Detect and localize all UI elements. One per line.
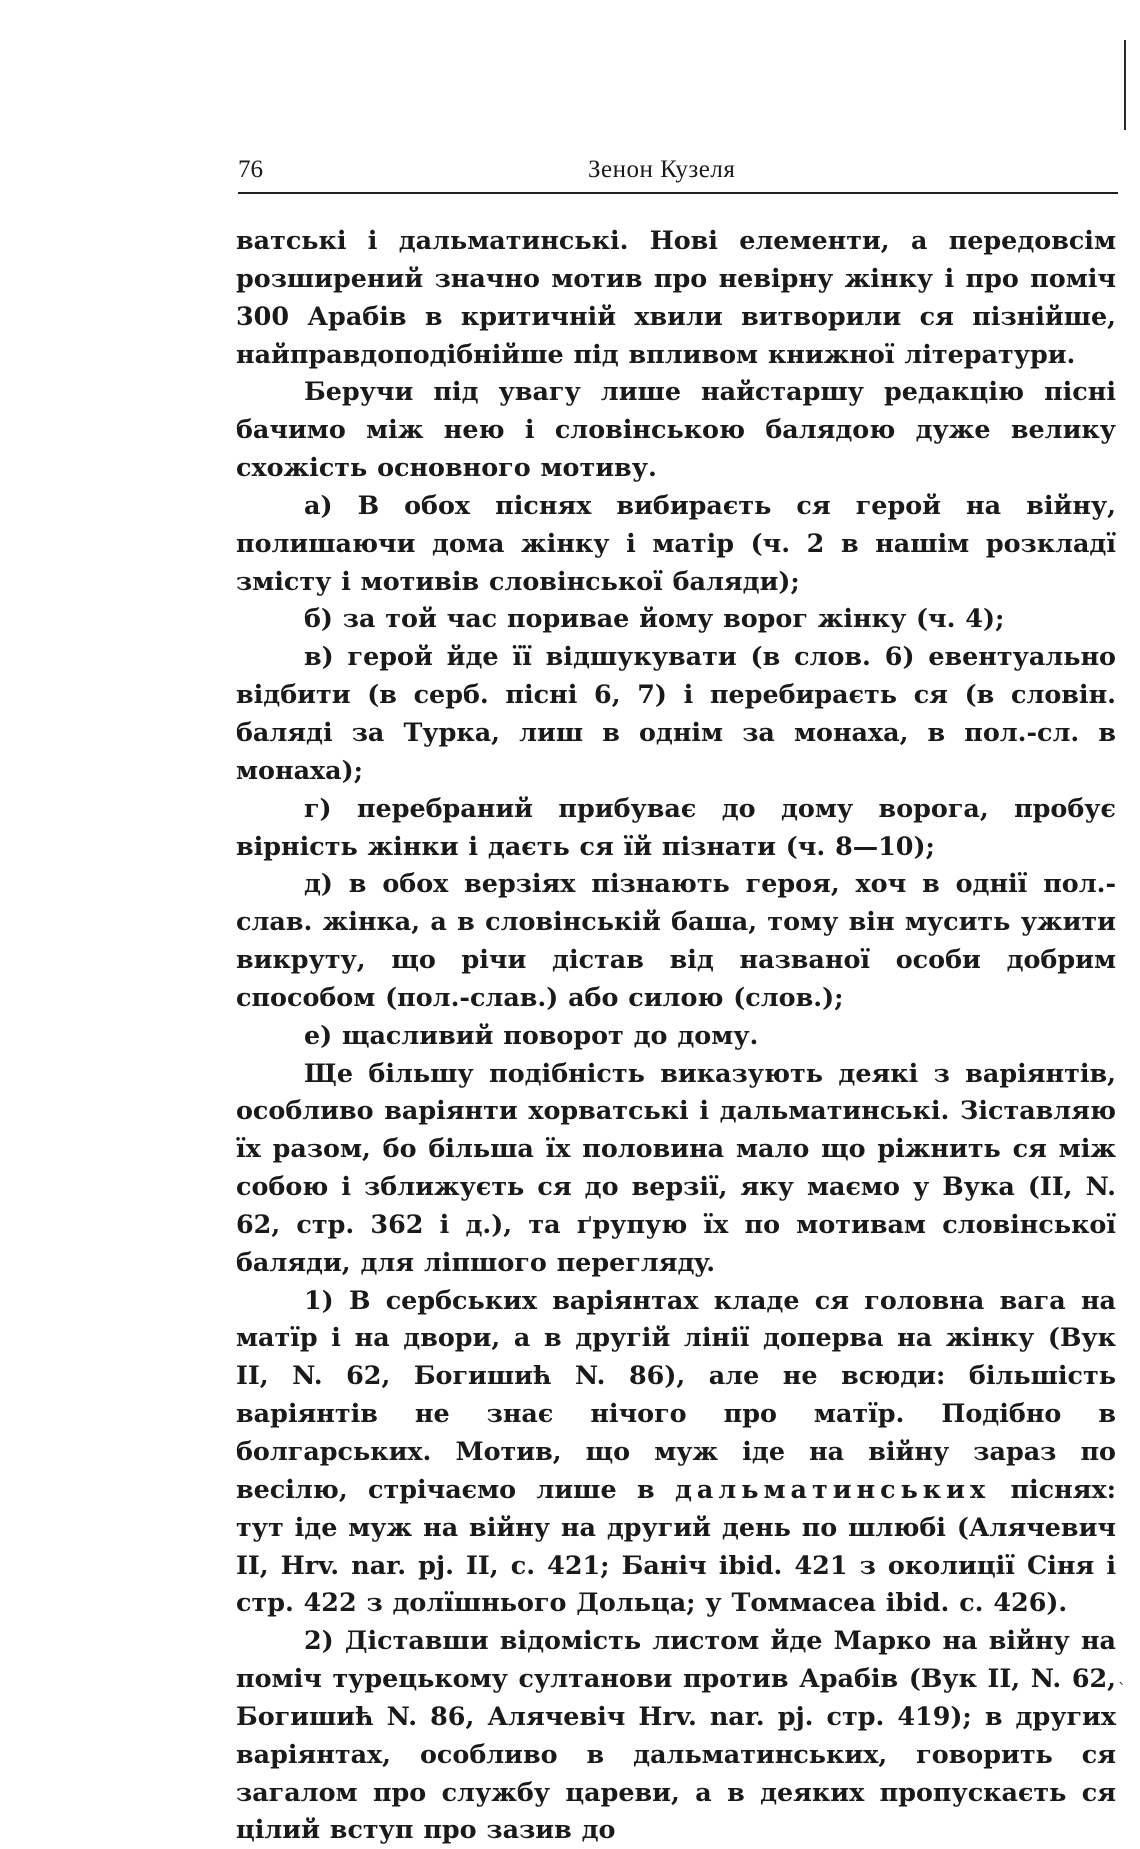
paragraph-7: д) в обох верзіях пізнають героя, хоч в однії пол.-слав. жінка, а в словінській баша, тому він мусить ужити викруту, що річи дістав від названої особи добрим способом (пол.-слав.) або силою (слов.); <box>236 868 1116 1012</box>
running-head: Зенон Кузеля <box>588 156 736 183</box>
paragraph-10-text-before: 1) В сербських варіянтах кладе ся головна вага на матїр і на двори, а в другій лінії допервa на жінку (Вук II, N. 62, Богишић N. 86), але не всюди: більшість варіянтів не знає нічого про матїр. Подібно в болгарських. Мотив, що муж іде на війну зараз по весілю, стрічаємо лише в <box>236 1284 1116 1504</box>
margin-tick-mark: ˋ <box>1118 1680 1126 1699</box>
paragraph-11: 2) Діставши відомість листом йде Марко на війну на поміч турецькому султанови против Арабів (Вук II, N. 62, Богишић N. 86, Алячевіч Hrv. nar. pj. стр. 419); в других варіянтах, особливо в дальматинських, говорить ся загалом про службу цареви, а в деяких пропускаєть ся цілий вступ про зазив до <box>236 1625 1116 1845</box>
paragraph-4: б) за той час поривае йому ворог жінку (ч. 4); <box>304 603 1005 634</box>
paragraph-10 <box>236 1282 1116 1623</box>
paragraph-6: г) перебраний прибуває до дому ворога, пробує вірність жінки і даєть ся їй пізнати (ч. 8—10); <box>236 792 1116 861</box>
paragraph-10-text-after: піснях: тут іде муж на війну на другий день по шлюбі (Алячевич II, Hrv. nar. pj. II, c. 421; Баніч ibid. 421 з околиції Сіня і стр. 422 з долїшнього Дольца; у Томмасеа ibid. c. 426). <box>236 1473 1116 1618</box>
paragraph-2: Беручи під увагу лише найстаршу редакцію пісні бачимо між нею і словінською балядою дуже велику схожість основного мотиву. <box>236 376 1116 483</box>
scan-edge-line <box>1124 40 1126 130</box>
body-text <box>236 222 1116 1849</box>
paragraph-3: а) В обох піснях вибираєть ся герой на війну, полишаючи дома жінку і матір (ч. 2 в нашім розкладї змісту і мотивів словінської баляди); <box>236 489 1116 596</box>
paragraph-1: ватські і дальматинські. Нові елементи, а передовсім розширений значно мотив про невірну жінку і про поміч 300 Арабів в критичній хвили витворили ся пізнійше, найправдоподібнійше під впливом книжної літератури. <box>236 225 1116 369</box>
paragraph-9: Ще більшу подібність виказують деякі з варіянтів, особливо варіянти хорватські і дальматинські. Зіставляю їх разом, бо більша їх половина мало що ріжнить ся між собою і зближуєть ся до верзії, яку маємо у Вука (II, N. 62, стр. 362 і д.), та ґрупую їх по мотивам словінської баляди, для ліпшого переглядy. <box>236 1057 1116 1277</box>
paragraph-8: е) щасливий поворот до дому. <box>304 1019 759 1050</box>
paragraph-5: в) герой йде її відшукувати (в слов. 6) евентуально відбити (в серб. пісні 6, 7) і перебираєть ся (в словін. баляді за Турка, лиш в однім за монаха, в пол.-сл. в монаха); <box>236 641 1116 785</box>
page-number: 76 <box>238 156 263 183</box>
paragraph-10-spaced-word: дальматинських <box>674 1473 991 1504</box>
page-header <box>238 156 1118 194</box>
